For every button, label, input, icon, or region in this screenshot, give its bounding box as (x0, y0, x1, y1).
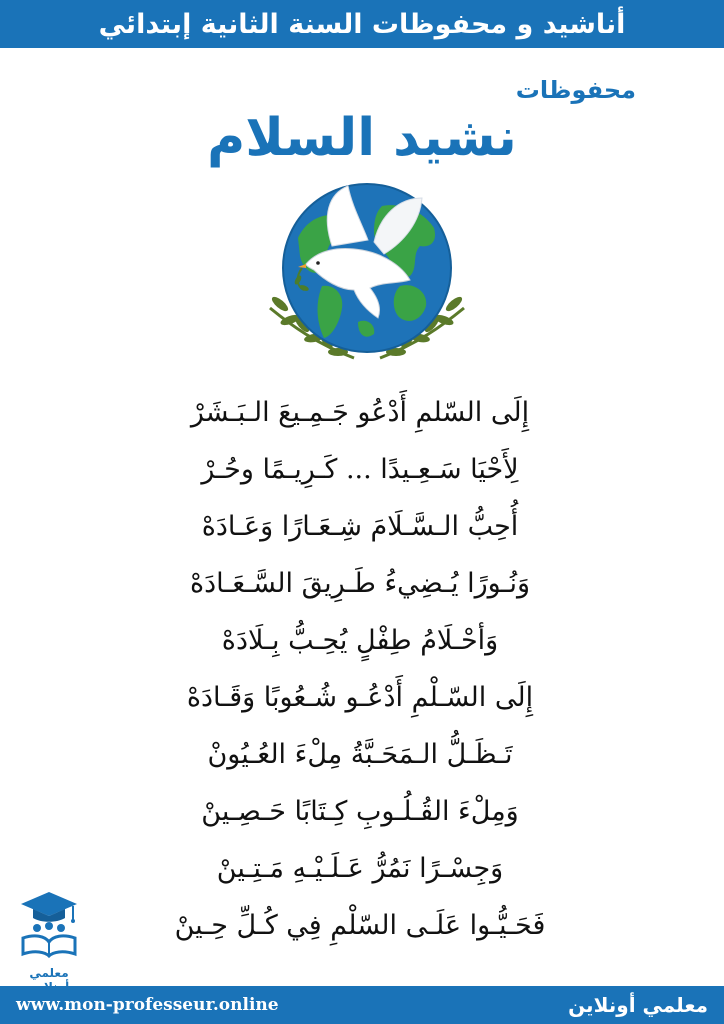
poem-lines (90, 384, 630, 954)
footer-brand: معلمي أونلاين (568, 993, 708, 1017)
poem-line: إِلَى السّلمِ أَدْعُو جَـمِـيعَ الـبَـشَرْ (190, 397, 530, 428)
footer-bar (0, 986, 724, 1024)
logo-text: معلمي (29, 966, 69, 980)
graduation-cap-book-icon (17, 890, 81, 960)
poem-line: إِلَى السّـلْمِ أَدْعُـو شُـعُوبًا وَقَـادَهْ (186, 682, 534, 713)
top-banner (0, 0, 724, 48)
poem-title: نشيد السلام (207, 108, 517, 168)
poem-line: وَمِلْءَ القُـلُـوبِ كِـتَابًا حَـصِـينْ (201, 796, 519, 827)
poem-line: وَأحْـلَامُ طِفْلٍ يُحِـبُّ بِـلَادَهْ (221, 625, 499, 656)
poem-line: تَـظَـلُّ الـمَحَـبَّةُ مِلْءَ العُـيُونْ (207, 739, 513, 770)
poem-line: فَحَـيُّـوا عَلَـى السّلْمِ فِي كُـلِّ حِـينْ (174, 910, 546, 941)
banner-title: أناشيد و محفوظات السنة الثانية إبتدائي (98, 8, 626, 40)
site-logo[interactable] (14, 890, 84, 982)
poem-line: وَنُـورًا يُـضِيءُ طَـرِيقَ السَّـعَـادَهْ (189, 568, 531, 599)
category-label: محفوظات (515, 76, 636, 104)
site-url-link[interactable]: www.mon-professeur.online (16, 995, 279, 1015)
globe-with-dove-icon (262, 176, 472, 366)
poem-line: وَجِسْـرًا نَمُرُّ عَـلَـيْـهِ مَـتِـينْ (216, 853, 504, 884)
poem-line: لِأَحْيَا سَـعِـيدًا ... كَـرِيـمًا وحُـرْ (201, 454, 519, 485)
poem-line: أُحِبُّ الـسَّـلَامَ شِـعَـارًا وَعَـادَهْ (201, 511, 519, 542)
